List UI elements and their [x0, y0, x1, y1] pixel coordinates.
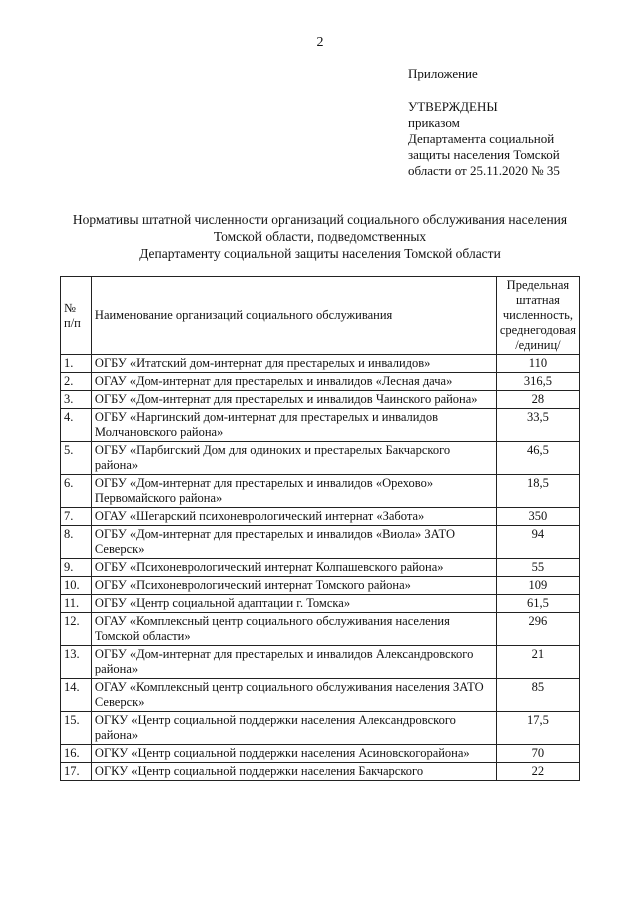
- row-value: 22: [496, 763, 579, 781]
- header-number-line-2: п/п: [64, 315, 81, 330]
- row-value: 110: [496, 355, 579, 373]
- row-number: 7.: [61, 508, 92, 526]
- table-header-row: [61, 277, 580, 355]
- table-row: [61, 391, 580, 409]
- table-row: [61, 679, 580, 712]
- table-row: [61, 559, 580, 577]
- title-line-3: Департаменту социальной защиты населения Томской области: [139, 246, 501, 261]
- row-value: 350: [496, 508, 579, 526]
- row-name: ОГБУ «Дом-интернат для престарелых и инвалидов Александровского района»: [91, 646, 496, 679]
- table-row: [61, 577, 580, 595]
- row-number: 3.: [61, 391, 92, 409]
- table-row: [61, 508, 580, 526]
- table-row: [61, 646, 580, 679]
- row-number: 2.: [61, 373, 92, 391]
- row-name: ОГАУ «Комплексный центр социального обслуживания населения Томской области»: [91, 613, 496, 646]
- header-value: Предельная штатная численность, среднегодовая /единиц/: [496, 277, 579, 355]
- row-value: 85: [496, 679, 579, 712]
- approval-line-2: Департамента социальной: [408, 131, 555, 146]
- row-number: 17.: [61, 763, 92, 781]
- row-number: 14.: [61, 679, 92, 712]
- row-name: ОГАУ «Шегарский психоневрологический интернат «Забота»: [91, 508, 496, 526]
- row-value: 109: [496, 577, 579, 595]
- row-number: 1.: [61, 355, 92, 373]
- row-number: 4.: [61, 409, 92, 442]
- row-number: 9.: [61, 559, 92, 577]
- approval-block: [408, 66, 560, 179]
- table-row: [61, 526, 580, 559]
- table-row: [61, 745, 580, 763]
- title-line-2: Томской области, подведомственных: [213, 229, 427, 244]
- row-name: ОГБУ «Итатский дом-интернат для престарелых и инвалидов»: [91, 355, 496, 373]
- row-value: 46,5: [496, 442, 579, 475]
- table-row: [61, 613, 580, 646]
- row-name: ОГБУ «Психоневрологический интернат Томского района»: [91, 577, 496, 595]
- approved-label: УТВЕРЖДЕНЫ: [408, 99, 498, 114]
- row-value: 21: [496, 646, 579, 679]
- row-number: 6.: [61, 475, 92, 508]
- row-name: ОГБУ «Парбигский Дом для одиноких и престарелых Бакчарского района»: [91, 442, 496, 475]
- table-row: [61, 355, 580, 373]
- row-number: 13.: [61, 646, 92, 679]
- row-number: 8.: [61, 526, 92, 559]
- approval-line-3: защиты населения Томской: [408, 147, 560, 162]
- row-number: 16.: [61, 745, 92, 763]
- row-value: 94: [496, 526, 579, 559]
- row-value: 33,5: [496, 409, 579, 442]
- row-name: ОГКУ «Центр социальной поддержки населения Бакчарского: [91, 763, 496, 781]
- row-value: 61,5: [496, 595, 579, 613]
- header-name: Наименование организаций социального обслуживания: [91, 277, 496, 355]
- table-row: [61, 373, 580, 391]
- row-name: ОГКУ «Центр социальной поддержки населения Асиновскогорайона»: [91, 745, 496, 763]
- approval-line-1: приказом: [408, 115, 460, 130]
- row-name: ОГБУ «Дом-интернат для престарелых и инвалидов «Орехово» Первомайского района»: [91, 475, 496, 508]
- document-title: [60, 211, 580, 262]
- row-number: 10.: [61, 577, 92, 595]
- row-name: ОГБУ «Центр социальной адаптации г. Томска»: [91, 595, 496, 613]
- table-row: [61, 475, 580, 508]
- row-value: 296: [496, 613, 579, 646]
- row-number: 5.: [61, 442, 92, 475]
- header-number-line-1: №: [64, 300, 76, 315]
- row-name: ОГКУ «Центр социальной поддержки населения Александровского района»: [91, 712, 496, 745]
- row-name: ОГБУ «Дом-интернат для престарелых и инвалидов Чаинского района»: [91, 391, 496, 409]
- table-row: [61, 763, 580, 781]
- row-name: ОГБУ «Дом-интернат для престарелых и инвалидов «Виола» ЗАТО Северск»: [91, 526, 496, 559]
- annex-label: Приложение: [408, 66, 478, 81]
- row-value: 70: [496, 745, 579, 763]
- row-number: 12.: [61, 613, 92, 646]
- row-value: 316,5: [496, 373, 579, 391]
- title-line-1: Нормативы штатной численности организаций социального обслуживания населения: [72, 212, 568, 227]
- row-value: 17,5: [496, 712, 579, 745]
- row-number: 11.: [61, 595, 92, 613]
- row-value: 18,5: [496, 475, 579, 508]
- table-row: [61, 595, 580, 613]
- row-number: 15.: [61, 712, 92, 745]
- page-number: 2: [316, 35, 324, 50]
- approval-line-4: области от 25.11.2020 № 35: [408, 163, 560, 178]
- row-name: ОГБУ «Наргинский дом-интернат для престарелых и инвалидов Молчановского района»: [91, 409, 496, 442]
- norms-table: [60, 276, 580, 781]
- row-value: 28: [496, 391, 579, 409]
- row-name: ОГАУ «Комплексный центр социального обслуживания населения ЗАТО Северск»: [91, 679, 496, 712]
- table-row: [61, 442, 580, 475]
- table-row: [61, 409, 580, 442]
- header-number: [61, 277, 92, 355]
- table-row: [61, 712, 580, 745]
- row-value: 55: [496, 559, 579, 577]
- row-name: ОГБУ «Психоневрологический интернат Колпашевского района»: [91, 559, 496, 577]
- row-name: ОГАУ «Дом-интернат для престарелых и инвалидов «Лесная дача»: [91, 373, 496, 391]
